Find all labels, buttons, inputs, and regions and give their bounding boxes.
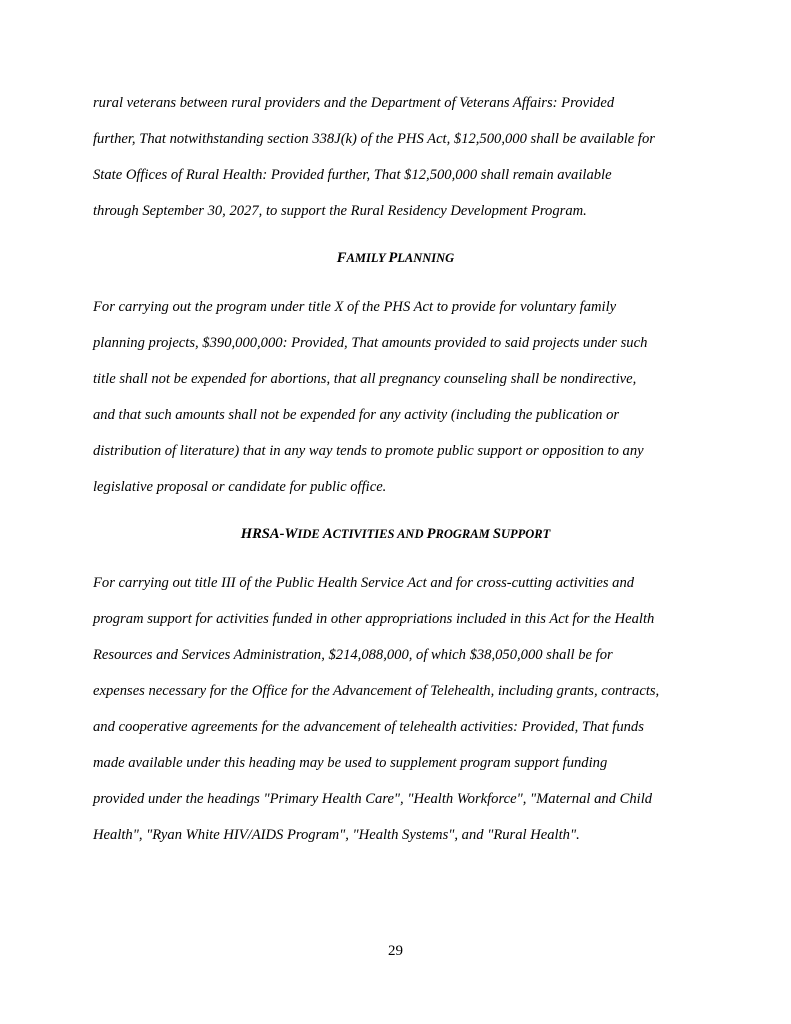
heading-part: UPPORT (500, 527, 551, 541)
paragraph-line: expenses necessary for the Office for the Advancement of Telehealth, including grants, contracts, (93, 683, 660, 699)
paragraph-line: planning projects, $390,000,000: Provided, That amounts provided to said projects under such (93, 335, 648, 351)
paragraph-line: Health", "Ryan White HIV/AIDS Program", "Health Systems", and "Rural Health". (93, 827, 580, 843)
heading-part: LANNING (397, 251, 455, 265)
paragraph-line: legislative proposal or candidate for public office. (93, 479, 387, 495)
paragraph-line: For carrying out the program under title X of the PHS Act to provide for voluntary family (93, 299, 617, 315)
heading-part: HRSA-W (240, 526, 298, 542)
paragraph-line: through September 30, 2027, to support the Rural Residency Development Program. (93, 203, 587, 219)
paragraph-line: made available under this heading may be used to supplement program support funding (93, 755, 608, 771)
heading-part: P (388, 250, 398, 266)
section-heading-hrsa-wide-activities (0, 526, 791, 542)
heading-part: F (336, 250, 347, 266)
paragraph-line: distribution of literature) that in any way tends to promote public support or opposition to any (93, 443, 644, 459)
paragraph-line: and that such amounts shall not be expended for any activity (including the publication or (93, 407, 620, 423)
paragraph-line: title shall not be expended for abortions, that all pregnancy counseling shall be nondirective, (93, 371, 637, 387)
paragraph-line: and cooperative agreements for the advancement of telehealth activities: Provided, That funds (93, 719, 644, 735)
paragraph-line: program support for activities funded in other appropriations included in this Act for the Health (93, 611, 655, 627)
heading-part: A (322, 526, 333, 542)
heading-part: AMILY (346, 251, 389, 265)
paragraph-line: State Offices of Rural Health: Provided further, That $12,500,000 shall remain available (93, 167, 612, 183)
page-number: 29 (388, 943, 403, 959)
paragraph-line: provided under the headings "Primary Health Care", "Health Workforce", "Maternal and Child (93, 791, 653, 807)
paragraph-line: further, That notwithstanding section 338J(k) of the PHS Act, $12,500,000 shall be available for (93, 131, 655, 147)
paragraph-line: rural veterans between rural providers and the Department of Veterans Affairs: Provided (93, 95, 615, 111)
heading-part: CTIVITIES AND (332, 527, 427, 541)
heading-part: S (492, 526, 501, 542)
heading-part: IDE (297, 527, 323, 541)
heading-part: P (426, 526, 436, 542)
heading-part: ROGRAM (435, 527, 493, 541)
paragraph-line: Resources and Services Administration, $214,088,000, of which $38,050,000 shall be for (93, 647, 613, 663)
paragraph-line: For carrying out title III of the Public Health Service Act and for cross-cutting activities and (93, 575, 635, 591)
section-heading-family-planning (0, 250, 791, 266)
